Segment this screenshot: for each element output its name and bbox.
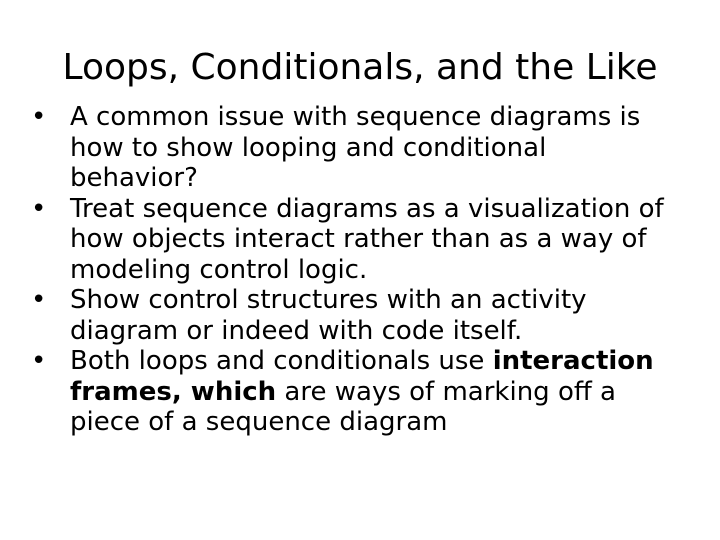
bullet-item: [0, 346, 720, 438]
bullet-text-part: are ways of marking off a piece of a sequence diagram: [70, 376, 616, 437]
bullet-text: [70, 346, 665, 438]
bullet-text: Show control structures with an activity diagram or indeed with code itself.: [70, 285, 587, 346]
bullet-text-emphasis: interaction frames, which: [70, 346, 654, 407]
bullet-list: [0, 102, 720, 438]
bullet-marker: •: [31, 346, 47, 376]
bullet-marker: •: [31, 285, 47, 315]
slide-title: Loops, Conditionals, and the Like: [62, 47, 658, 88]
bullet-marker: •: [31, 193, 47, 224]
bullet-item: [0, 194, 720, 286]
bullet-text: A common issue with sequence diagrams is how to show looping and conditional behavior?: [70, 102, 641, 193]
bullet-marker: •: [31, 102, 47, 132]
bullet-text-part: Both loops and conditionals use: [70, 346, 493, 376]
bullet-item: [0, 102, 720, 194]
bullet-item: [0, 285, 720, 346]
bullet-text: Treat sequence diagrams as a visualization of how objects interact rather than as a way of modeling control logic.: [70, 193, 664, 285]
